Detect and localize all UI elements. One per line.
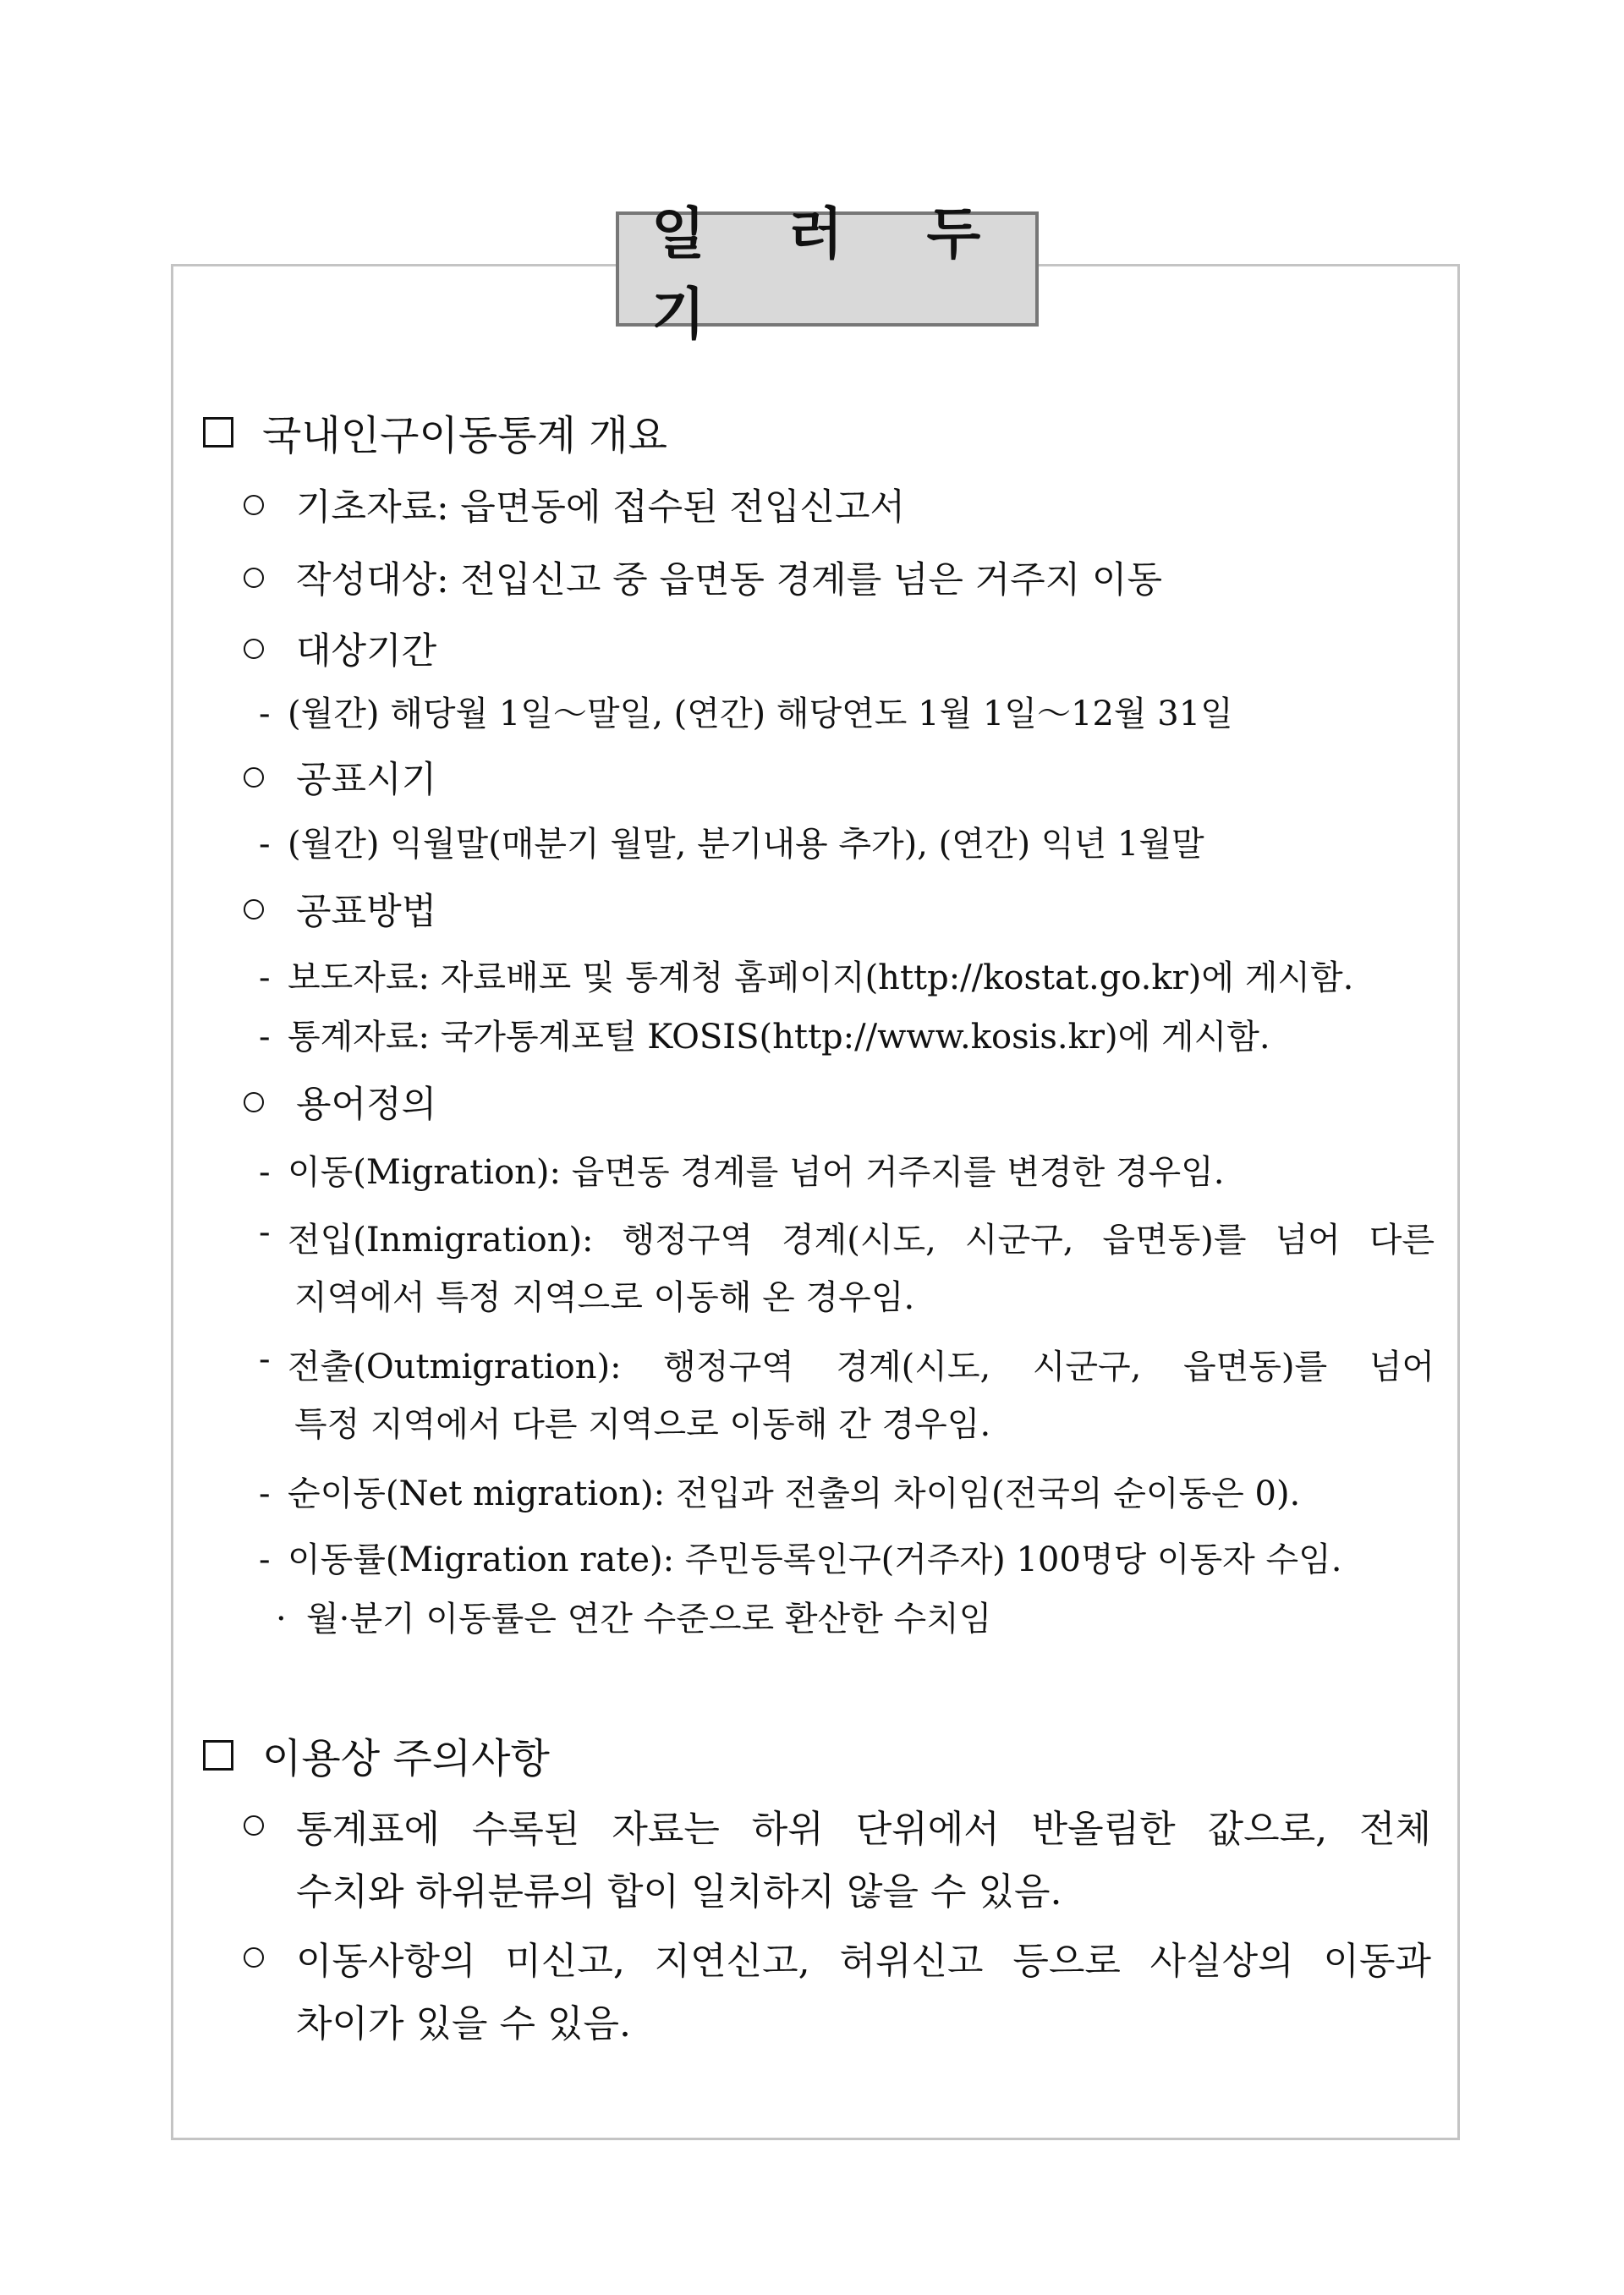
section-heading-overview — [203, 403, 667, 461]
square-bullet-icon — [203, 1740, 233, 1771]
circle-bullet-icon — [244, 1947, 264, 1968]
period-detail-text: (월간) 해당월 1일～말일, (연간) 해당연도 1월 1일～12월 31일 — [288, 695, 1233, 733]
term-outmigration — [259, 1340, 1435, 1388]
term-rate-note — [276, 1592, 991, 1640]
circle-bullet-icon — [244, 1815, 264, 1836]
term-inmigration-text-2: 지역에서 특정 지역으로 이동해 온 경우임. — [294, 1278, 915, 1317]
term-rate-note-text: 월·분기 이동률은 연간 수준으로 환산한 수치임 — [306, 1600, 992, 1639]
item-basic-data-text: 기초자료: 읍면동에 접수된 전입신고서 — [296, 486, 906, 529]
item-release-method-text: 공표방법 — [296, 891, 437, 933]
release-method-kosis-text: 통계자료: 국가통계포털 KOSIS(http://www.kosis.kr)에 게시함. — [288, 1018, 1270, 1057]
dash-mark: - — [259, 1474, 271, 1513]
release-time-detail — [259, 817, 1204, 865]
item-terms — [244, 1076, 436, 1128]
release-method-press — [259, 951, 1353, 999]
circle-bullet-icon — [244, 568, 264, 588]
item-release-method — [244, 883, 436, 935]
term-inmigration-text-1: 전입(Inmigration): 행정구역 경계(시도, 시군구, 읍면동)를 넘어 다른 — [288, 1221, 1435, 1260]
release-time-detail-text: (월간) 익월말(매분기 월말, 분기내용 추가), (연간) 익년 1월말 — [288, 825, 1204, 864]
circle-bullet-icon — [244, 639, 264, 659]
dash-mark: - — [259, 1018, 271, 1057]
term-migration-rate-text: 이동률(Migration rate): 주민등록인구(거주자) 100명당 이동자 수임. — [288, 1540, 1342, 1579]
section-heading-overview-text: 국내인구이동통계 개요 — [262, 412, 667, 459]
dash-mark: - — [259, 958, 271, 997]
item-release-time — [244, 751, 436, 803]
term-migration-text: 이동(Migration): 읍면동 경계를 넘어 거주지를 변경한 경우임. — [288, 1153, 1225, 1192]
term-migration-rate — [259, 1533, 1341, 1581]
item-target-text: 작성대상: 전입신고 중 읍면동 경계를 넘은 거주지 이동 — [296, 559, 1163, 601]
dash-mark: - — [259, 1213, 271, 1252]
term-outmigration-text-2: 특정 지역에서 다른 지역으로 이동해 간 경우임. — [294, 1405, 991, 1444]
dash-mark: - — [259, 1540, 271, 1579]
term-net-migration-text: 순이동(Net migration): 전입과 전출의 차이임(전국의 순이동은 0). — [288, 1474, 1301, 1513]
caution-note-1-line-1: 통계표에 수록된 자료는 하위 단위에서 반올림한 값으로, 전체 — [296, 1808, 1431, 1851]
release-method-kosis — [259, 1010, 1270, 1058]
dash-mark: - — [259, 695, 271, 733]
term-net-migration — [259, 1467, 1300, 1515]
item-terms-text: 용어정의 — [296, 1084, 437, 1126]
square-bullet-icon — [203, 417, 233, 447]
dash-mark: - — [259, 1153, 271, 1192]
item-period-text: 대상기간 — [296, 630, 437, 673]
notes-frame — [171, 264, 1460, 2140]
page-title: 일 러 두 기 — [616, 211, 1039, 327]
caution-note-1-line-2: 수치와 하위분류의 합이 일치하지 않을 수 있음. — [296, 1870, 1062, 1913]
dot-mark: · — [276, 1600, 287, 1639]
caution-note-2-line-2: 차이가 있을 수 있음. — [296, 2002, 631, 2045]
item-basic-data — [244, 479, 905, 530]
circle-bullet-icon — [244, 899, 264, 920]
dash-mark: - — [259, 825, 271, 864]
term-outmigration-text-1: 전출(Outmigration): 행정구역 경계(시도, 시군구, 읍면동)를 넘어 — [288, 1348, 1435, 1386]
release-method-press-text: 보도자료: 자료배포 및 통계청 홈페이지(http://kostat.go.kr)에 게시함. — [288, 958, 1354, 997]
caution-note-1 — [244, 1798, 1431, 1853]
circle-bullet-icon — [244, 1092, 264, 1112]
item-period — [244, 623, 436, 674]
dash-mark: - — [259, 1340, 271, 1379]
item-release-time-text: 공표시기 — [296, 759, 437, 801]
section-heading-cautions — [203, 1726, 550, 1784]
circle-bullet-icon — [244, 767, 264, 788]
period-detail — [259, 687, 1233, 735]
caution-note-2-line-1: 이동사항의 미신고, 지연신고, 허위신고 등으로 사실상의 이동과 — [296, 1940, 1431, 1983]
item-target — [244, 552, 1162, 603]
term-migration — [259, 1145, 1225, 1194]
caution-note-2 — [244, 1930, 1431, 1985]
term-inmigration — [259, 1213, 1435, 1261]
section-heading-cautions-text: 이용상 주의사항 — [262, 1735, 550, 1782]
circle-bullet-icon — [244, 495, 264, 515]
